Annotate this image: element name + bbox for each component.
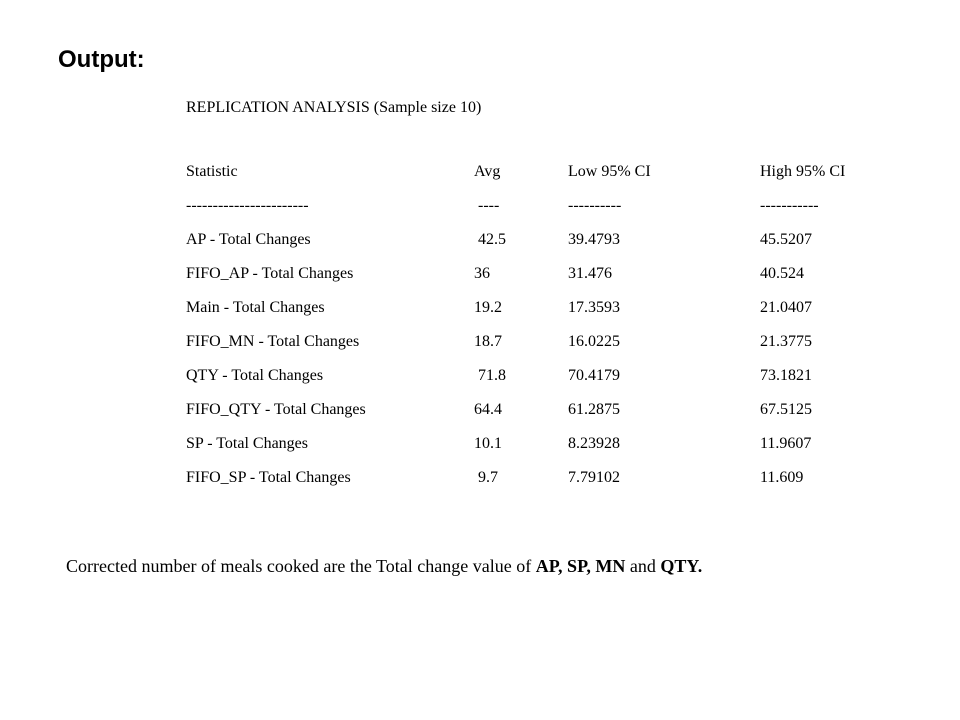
conclusion-note: [66, 553, 702, 579]
cell-high-ci: 11.9607: [760, 435, 812, 452]
cell-statistic: FIFO_MN - Total Changes: [186, 333, 360, 350]
cell-avg: 9.7: [474, 469, 498, 486]
cell-high-ci: 21.0407: [760, 299, 812, 316]
cell-high-ci: 11.609: [760, 469, 804, 486]
divider-high-ci: -----------: [760, 197, 819, 214]
cell-avg: 42.5: [474, 231, 506, 248]
note-text: Corrected number of meals cooked are the Total change value of: [66, 556, 536, 576]
cell-avg: 19.2: [474, 299, 502, 316]
cell-low-ci: 8.23928: [568, 435, 620, 452]
cell-low-ci: 17.3593: [568, 299, 620, 316]
cell-avg: 71.8: [474, 367, 506, 384]
cell-low-ci: 39.4793: [568, 231, 620, 248]
cell-high-ci: 40.524: [760, 265, 804, 282]
cell-statistic: SP - Total Changes: [186, 435, 308, 452]
cell-low-ci: 7.79102: [568, 469, 620, 486]
divider-avg: ----: [474, 197, 500, 214]
divider-statistic: -----------------------: [186, 197, 309, 214]
cell-avg: 64.4: [474, 401, 502, 418]
divider-low-ci: ----------: [568, 197, 622, 214]
cell-statistic: QTY - Total Changes: [186, 367, 324, 384]
cell-statistic: FIFO_QTY - Total Changes: [186, 401, 366, 418]
header-high-ci: High 95% CI: [760, 163, 846, 180]
cell-high-ci: 73.1821: [760, 367, 812, 384]
cell-low-ci: 70.4179: [568, 367, 620, 384]
note-and: and: [625, 556, 661, 576]
cell-statistic: FIFO_AP - Total Changes: [186, 265, 354, 282]
cell-low-ci: 16.0225: [568, 333, 620, 350]
note-bold-ap-sp-mn: AP, SP, MN: [535, 556, 626, 576]
cell-avg: 10.1: [474, 435, 502, 452]
cell-low-ci: 31.476: [568, 265, 612, 282]
cell-avg: 36: [474, 265, 490, 282]
page-heading: Output:: [58, 46, 145, 73]
cell-statistic: Main - Total Changes: [186, 299, 325, 316]
cell-avg: 18.7: [474, 333, 502, 350]
header-avg: Avg: [474, 163, 501, 180]
cell-low-ci: 61.2875: [568, 401, 620, 418]
header-low-ci: Low 95% CI: [568, 163, 651, 180]
cell-high-ci: 67.5125: [760, 401, 812, 418]
analysis-title: REPLICATION ANALYSIS (Sample size 10): [186, 99, 482, 116]
cell-high-ci: 45.5207: [760, 231, 812, 248]
cell-high-ci: 21.3775: [760, 333, 812, 350]
cell-statistic: AP - Total Changes: [186, 231, 311, 248]
header-statistic: Statistic: [186, 163, 238, 180]
cell-statistic: FIFO_SP - Total Changes: [186, 469, 351, 486]
note-bold-qty: QTY.: [660, 556, 703, 576]
